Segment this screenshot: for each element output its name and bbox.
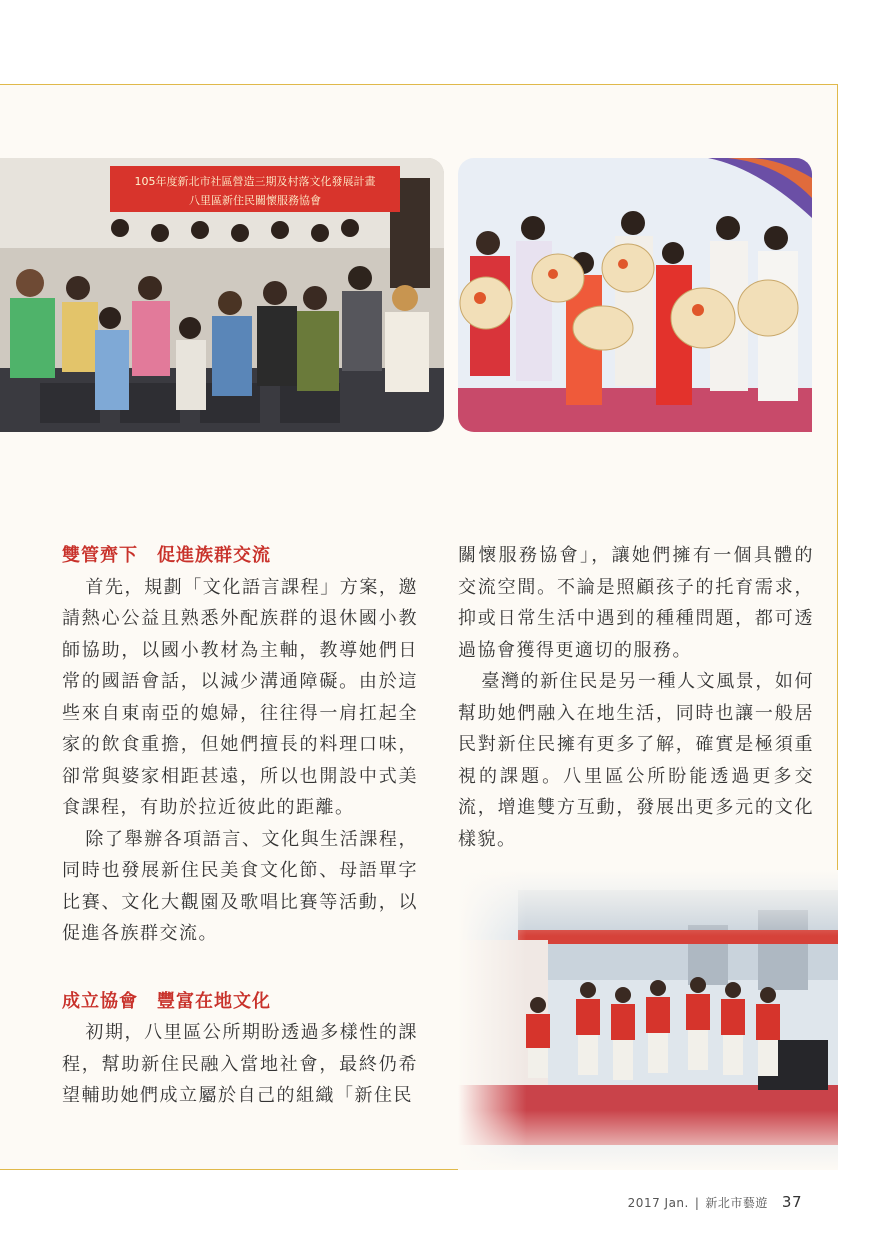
issue-date: 2017 Jan. bbox=[627, 1196, 689, 1210]
page-footer bbox=[628, 1193, 802, 1211]
right-text-column bbox=[458, 540, 814, 855]
ao-dai-photo bbox=[458, 158, 812, 432]
banner-line-1: 105年度新北市社區營造三期及村落文化發展計畫 bbox=[134, 175, 376, 188]
section2-paragraph-1-continued: 關懷服務協會」，讓她們擁有一個具體的交流空間。不論是照顧孩子的托育需求，抑或日常生活中遇到的種種問題，都可透過協會獲得更適切的服務。 bbox=[458, 545, 814, 661]
stage-dance-photo bbox=[458, 870, 838, 1170]
section-heading-1: 雙管齊下 促進族群交流 bbox=[62, 545, 271, 566]
section2-paragraph-1: 初期，八里區公所期盼透過多樣性的課程，幫助新住民融入當地社會，最終仍希望輔助她們成立屬於自己的組織「新住民 bbox=[62, 1022, 418, 1106]
section-heading-2: 成立協會 豐富在地文化 bbox=[62, 990, 271, 1012]
banner-line-2: 八里區新住民關懷服務協會 bbox=[189, 194, 321, 207]
magazine-name: 新北市藝遊 bbox=[705, 1196, 768, 1210]
section1-paragraph-2: 除了舉辦各項語言、文化與生活課程，同時也發展新住民美食文化節、母語單字比賽、文化大觀園及歌唱比賽等活動，以促進各族群交流。 bbox=[62, 828, 418, 944]
footer-separator: | bbox=[694, 1196, 700, 1210]
page-number: 37 bbox=[781, 1193, 802, 1211]
section1-paragraph-1: 首先，規劃「文化語言課程」方案，邀請熱心公益且熟悉外配族群的退休國小教師協助，以國小教材為主軸，教導她們日常的國語會話，以減少溝通障礙。由於這些來自東南亞的媳婦，往往得一肩扛起全家的飲食重擔，但她們擅長的料理口味，卻常與婆家相距甚遠，所以也開設中式美食課程，有助於拉近彼此的距離。 bbox=[62, 576, 418, 818]
left-text-column bbox=[62, 540, 418, 1112]
group-photo-classroom bbox=[0, 158, 444, 432]
section2-paragraph-2: 臺灣的新住民是另一種人文風景，如何幫助她們融入在地生活，同時也讓一般居民對新住民擁有更多了解，確實是極須重視的課題。八里區公所盼能透過更多交流，增進雙方互動，發展出更多元的文化樣貌。 bbox=[458, 671, 814, 850]
